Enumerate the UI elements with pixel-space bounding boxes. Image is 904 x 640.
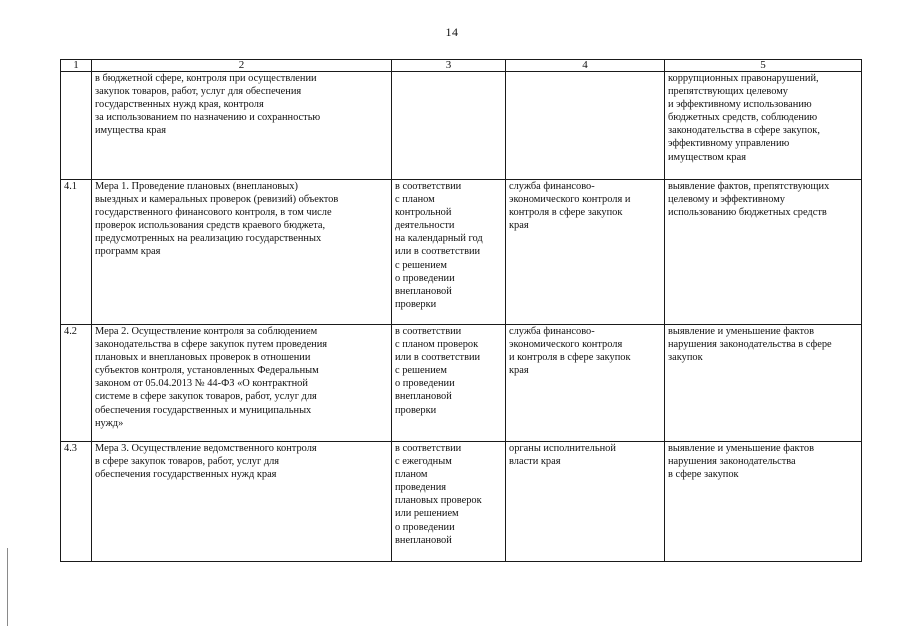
scan-edge-line (7, 548, 8, 626)
row-number: 4.1 (61, 180, 92, 325)
timing-cell: в соответствии с планом проверок или в соответствии с решением о проведении внеплановой проверки (392, 325, 506, 442)
column-header-5: 5 (665, 60, 862, 72)
result-cell: выявление и уменьшение фактов нарушения законодательства в сфере закупок (665, 442, 862, 562)
table-row (61, 442, 862, 562)
executor-cell: служба финансово- экономического контроля и контроля в сфере закупок края (506, 325, 665, 442)
column-header-4: 4 (506, 60, 665, 72)
header-row (61, 60, 862, 72)
row-number: 4.2 (61, 325, 92, 442)
page-number: 14 (445, 25, 459, 39)
table-row (61, 180, 862, 325)
timing-cell: в соответствии с ежегодным планом проведения плановых проверок или решением о проведении внеплановой (392, 442, 506, 562)
measures-table (60, 59, 862, 562)
row-number: 4.3 (61, 442, 92, 562)
timing-cell: в соответствии с планом контрольной деятельности на календарный год или в соответствии с решением о проведении внеплановой проверки (392, 180, 506, 325)
result-cell: выявление и уменьшение фактов нарушения законодательства в сфере закупок (665, 325, 862, 442)
measure-cell: Мера 3. Осуществление ведомственного контроля в сфере закупок товаров, работ, услуг для обеспечения государственных нужд края (92, 442, 392, 562)
measure-cell: в бюджетной сфере, контроля при осуществлении закупок товаров, работ, услуг для обеспечения государственных нужд края, контроля за использованием по назначению и сохранностью имущества края (92, 72, 392, 180)
timing-cell (392, 72, 506, 180)
result-cell: выявление фактов, препятствующих целевому и эффективному использованию бюджетных средств (665, 180, 862, 325)
result-cell: коррупционных правонарушений, препятствующих целевому и эффективному использованию бюджетных средств, соблюдению законодательства в сфере закупок, эффективному управлению имуществом края (665, 72, 862, 180)
table-row (61, 72, 862, 180)
executor-cell: служба финансово- экономического контроля и контроля в сфере закупок края (506, 180, 665, 325)
column-header-2: 2 (92, 60, 392, 72)
executor-cell: органы исполнительной власти края (506, 442, 665, 562)
column-header-3: 3 (392, 60, 506, 72)
measure-cell: Мера 1. Проведение плановых (внеплановых) выездных и камеральных проверок (ревизий) объектов государственного финансового контроля, в том числе проверок использования средств краевого бюджета, предусмотренных на реализацию государственных программ края (92, 180, 392, 325)
table-row (61, 325, 862, 442)
measure-cell: Мера 2. Осуществление контроля за соблюдением законодательства в сфере закупок путем проведения плановых и внеплановых проверок в отношении субъектов контроля, установленных Федеральным законом от 05.04.2013 № 44-ФЗ «О контрактной системе в сфере закупок товаров, работ, услуг для обеспечения государственных и муниципальных нужд» (92, 325, 392, 442)
row-number (61, 72, 92, 180)
executor-cell (506, 72, 665, 180)
column-header-1: 1 (61, 60, 92, 72)
